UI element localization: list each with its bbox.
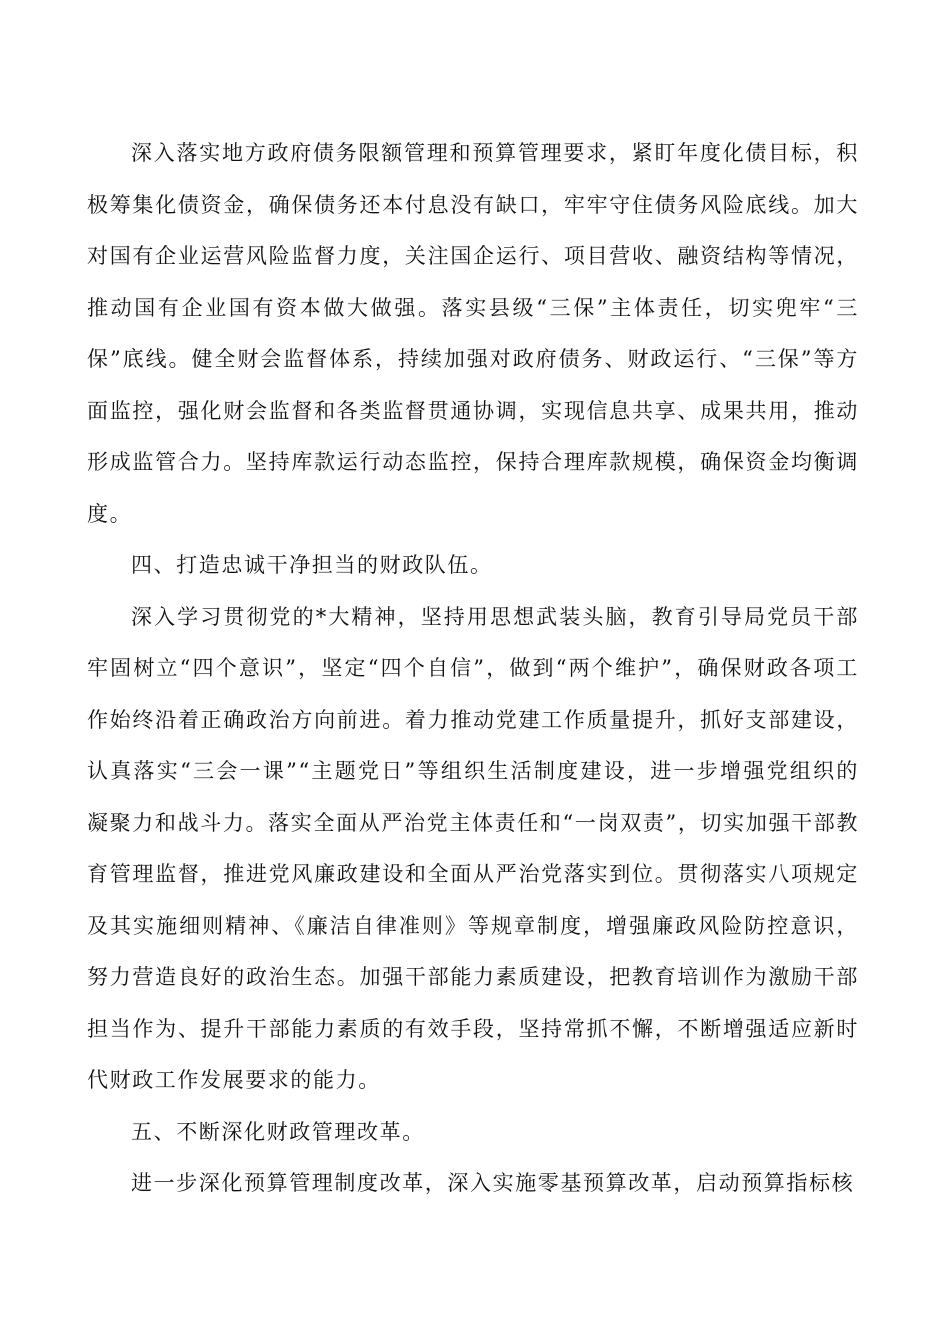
paragraph-budget-reform: 进一步深化预算管理制度改革，深入实施零基预算改革，启动预算指标核 [131, 1171, 855, 1195]
paragraph-party-building: 深入学习贯彻党的*大精神，坚持用思想武装头脑，教育引导局党员干部牢固树立“四个意识”，坚定“四个自信”，做到“两个维护”，确保财政各项工作始终沿着正确政治方向前进。着力推动党建工作质量提升，抓好支部建设，认真落实“三会一课”“主题党日”等组织生活制度建设，进一步增强党组织的凝聚力和战斗力。落实全面从严治党主体责任和“一岗双责”，切实加强干部教育管理监督，推进党风廉政建设和全面从严治党落实到位。贯彻落实八项规定及其实施细则精神、《廉洁自律准则》等规章制度，增强廉政风险防控意识，努力营造良好的政治生态。加强干部能力素质建设，把教育培训作为激励干部担当作为、提升干部能力素质的有效手段，坚持常抓不懈，不断增强适应新时代财政工作发展要求的能力。 [87, 604, 859, 1092]
section-heading-four: 四、打造忠诚干净担当的财政队伍。 [131, 553, 493, 577]
paragraph-debt-risk-control: 深入落实地方政府债务限额管理和预算管理要求，紧盯年度化债目标，积极筹集化债资金，确保债务还本付息没有缺口，牢牢守住债务风险底线。加大对国有企业运营风险监督力度，关注国企运行、项目营收、融资结构等情况，推动国有企业国有资本做大做强。落实县级“三保”主体责任，切实兜牢“三保”底线。健全财会监督体系，持续加强对政府债务、财政运行、“三保”等方面监控，强化财会监督和各类监督贯通协调，实现信息共享、成果共用，推动形成监管合力。坚持库款运行动态监控，保持合理库款规模，确保资金均衡调度。 [87, 141, 859, 526]
section-heading-five: 五、不断深化财政管理改革。 [131, 1119, 425, 1144]
document-body [87, 128, 859, 1210]
